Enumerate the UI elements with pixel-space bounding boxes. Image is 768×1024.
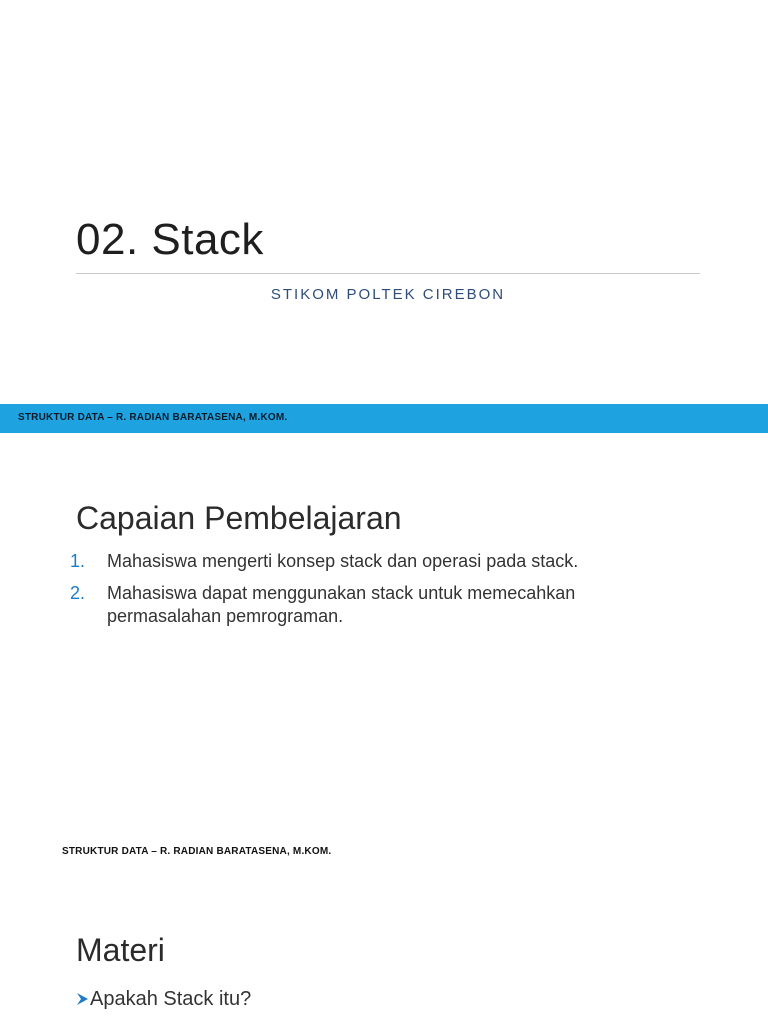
slide-subtitle: STIKOM POLTEK CIREBON	[270, 286, 506, 303]
slide-title: 02. Stack	[76, 215, 264, 264]
slide-heading: Capaian Pembelajaran	[76, 500, 402, 536]
slide-heading: Materi	[76, 932, 165, 968]
footer-text: STRUKTUR DATA – R. RADIAN BARATASENA, M.KOM.	[18, 412, 288, 423]
bullet-item	[76, 986, 251, 1012]
list-number: 1.	[70, 551, 86, 571]
outcomes-list	[70, 550, 690, 637]
bullet-text: Apakah Stack itu?	[90, 988, 252, 1010]
arrow-bullet-icon	[76, 992, 89, 1006]
list-item	[70, 550, 690, 573]
title-divider	[76, 273, 700, 274]
list-number: 2.	[70, 583, 86, 603]
list-item-text: Mahasiswa mengerti konsep stack dan operasi pada stack.	[107, 551, 579, 571]
list-item	[70, 582, 690, 628]
list-item-text: Mahasiswa dapat menggunakan stack untuk memecahkan permasalahan pemrograman.	[107, 583, 576, 626]
footer-band	[0, 404, 768, 433]
footer-text: STRUKTUR DATA – R. RADIAN BARATASENA, M.KOM.	[62, 846, 332, 857]
